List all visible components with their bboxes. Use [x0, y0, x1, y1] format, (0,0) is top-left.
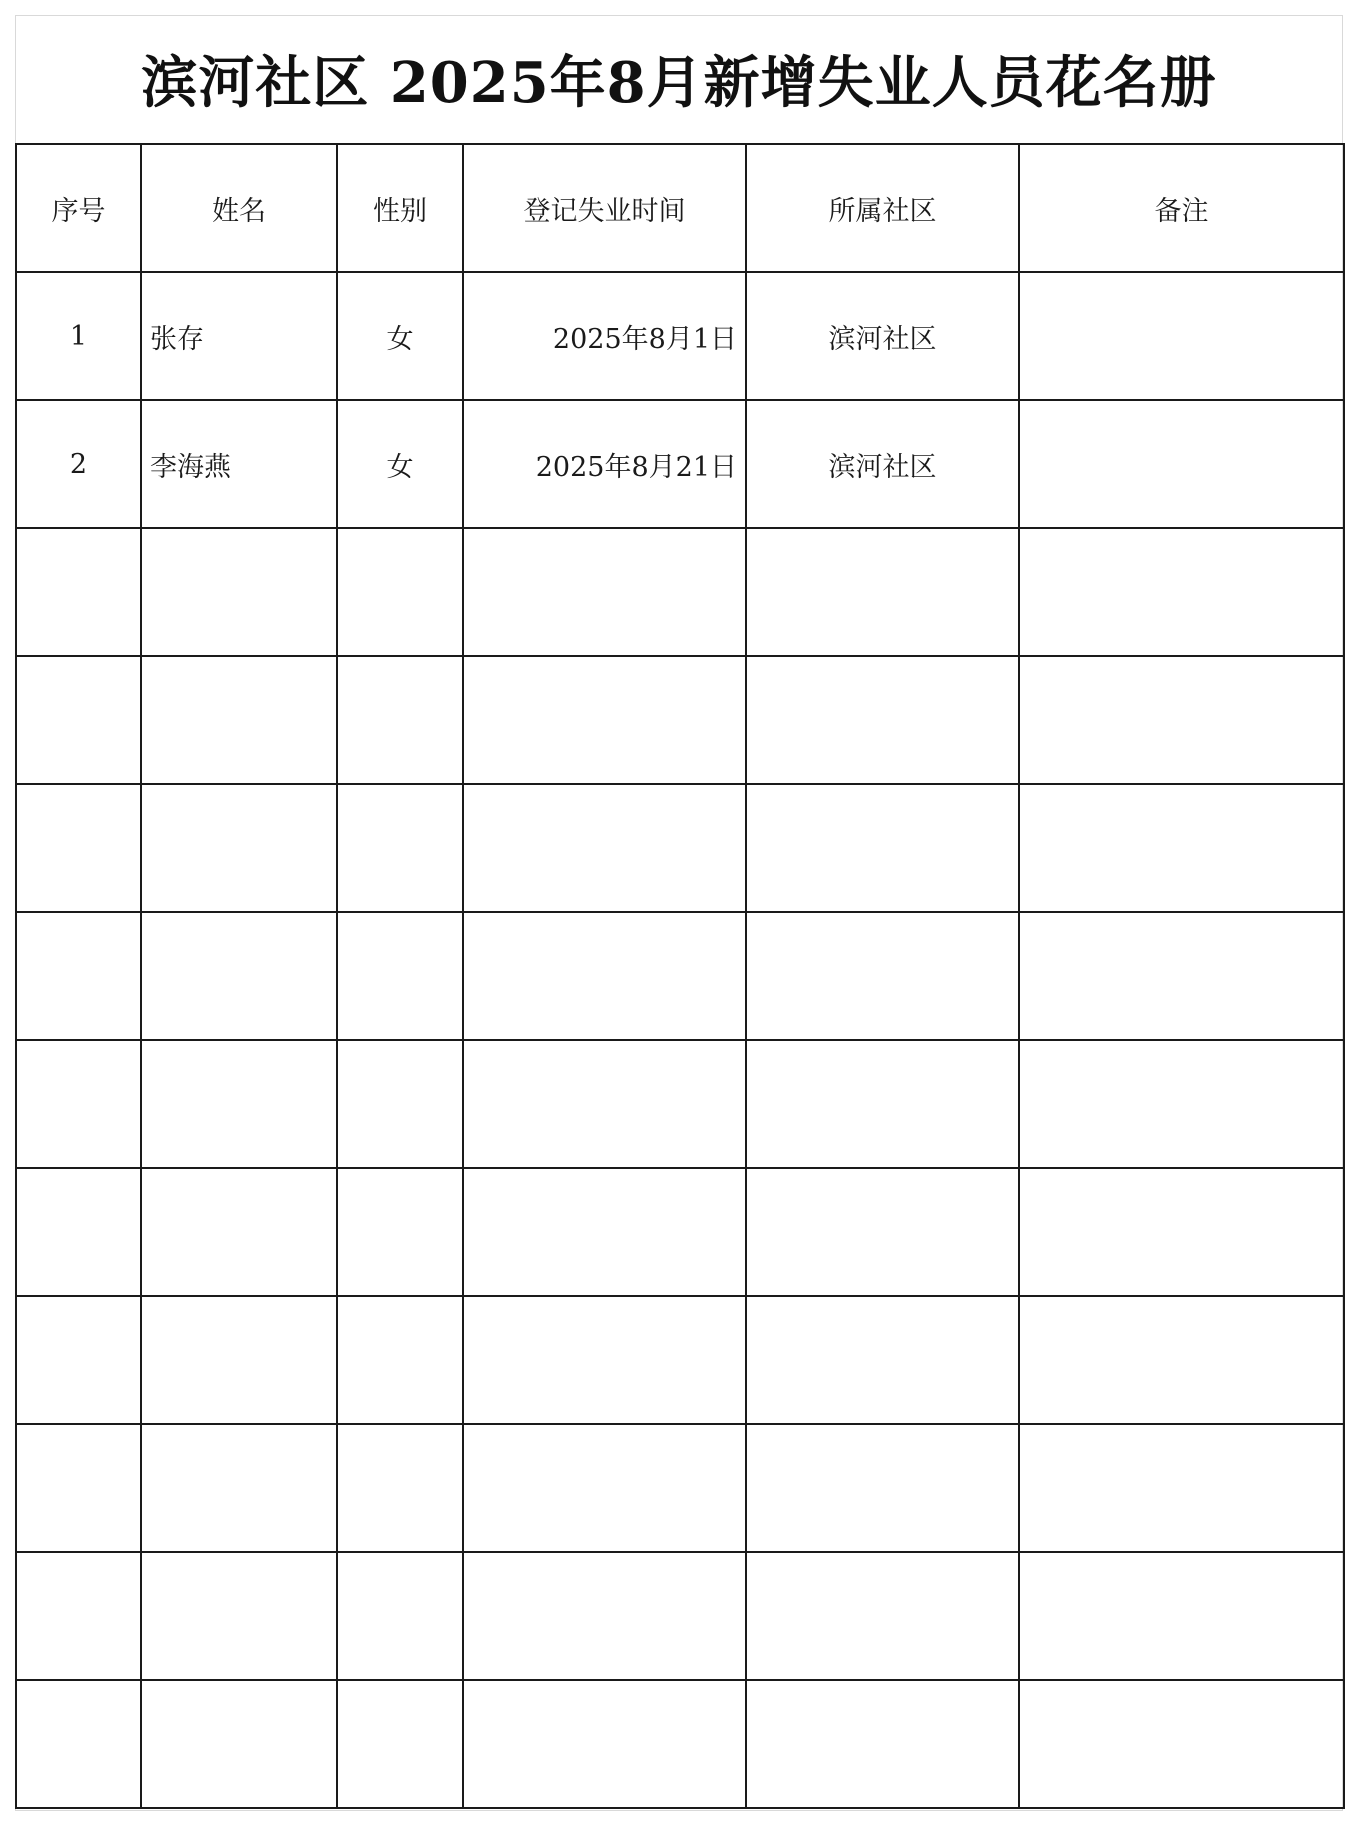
cell-community — [746, 1168, 1019, 1296]
cell-name — [141, 1680, 337, 1808]
cell-gender — [337, 1296, 463, 1424]
header-remark: 备注 — [1019, 144, 1344, 272]
cell-gender — [337, 1424, 463, 1552]
cell-index — [16, 1296, 141, 1424]
table-row — [16, 528, 1344, 656]
header-index: 序号 — [16, 144, 141, 272]
cell-index — [16, 656, 141, 784]
cell-community — [746, 784, 1019, 912]
cell-name: 李海燕 — [141, 400, 337, 528]
table-row — [16, 912, 1344, 1040]
cell-remark — [1019, 1552, 1344, 1680]
cell-date — [463, 656, 746, 784]
cell-community: 滨河社区 — [746, 400, 1019, 528]
cell-name — [141, 1424, 337, 1552]
title-bar — [15, 15, 1343, 143]
cell-index — [16, 528, 141, 656]
roster-table — [15, 143, 1345, 1809]
cell-index: 1 — [16, 272, 141, 400]
cell-gender — [337, 656, 463, 784]
cell-remark — [1019, 1040, 1344, 1168]
cell-name — [141, 656, 337, 784]
table-row — [16, 1168, 1344, 1296]
table-row — [16, 400, 1344, 528]
cell-gender — [337, 1040, 463, 1168]
header-community: 所属社区 — [746, 144, 1019, 272]
cell-date: 2025年8月21日 — [463, 400, 746, 528]
cell-name — [141, 784, 337, 912]
cell-date — [463, 784, 746, 912]
cell-gender — [337, 912, 463, 1040]
cell-index — [16, 1424, 141, 1552]
table-row — [16, 784, 1344, 912]
cell-date — [463, 1168, 746, 1296]
cell-community — [746, 1424, 1019, 1552]
cell-remark — [1019, 656, 1344, 784]
table-row — [16, 1296, 1344, 1424]
table-row — [16, 656, 1344, 784]
cell-remark — [1019, 528, 1344, 656]
cell-name — [141, 1040, 337, 1168]
table-row — [16, 1424, 1344, 1552]
cell-index — [16, 784, 141, 912]
cell-date — [463, 1680, 746, 1808]
cell-gender — [337, 1168, 463, 1296]
cell-community — [746, 1296, 1019, 1424]
cell-date — [463, 1552, 746, 1680]
cell-name — [141, 1552, 337, 1680]
cell-date — [463, 912, 746, 1040]
cell-community — [746, 656, 1019, 784]
table-row — [16, 1680, 1344, 1808]
cell-remark — [1019, 272, 1344, 400]
cell-community — [746, 1680, 1019, 1808]
cell-index — [16, 912, 141, 1040]
cell-name — [141, 1168, 337, 1296]
cell-community — [746, 1552, 1019, 1680]
table-row — [16, 1040, 1344, 1168]
cell-remark — [1019, 400, 1344, 528]
header-gender: 性别 — [337, 144, 463, 272]
cell-date: 2025年8月1日 — [463, 272, 746, 400]
header-date: 登记失业时间 — [463, 144, 746, 272]
cell-name — [141, 912, 337, 1040]
cell-index — [16, 1168, 141, 1296]
cell-gender — [337, 528, 463, 656]
cell-date — [463, 1424, 746, 1552]
table-row — [16, 1552, 1344, 1680]
cell-name — [141, 1296, 337, 1424]
cell-community — [746, 912, 1019, 1040]
cell-remark — [1019, 1296, 1344, 1424]
cell-remark — [1019, 1424, 1344, 1552]
cell-index — [16, 1040, 141, 1168]
cell-date — [463, 528, 746, 656]
cell-gender — [337, 784, 463, 912]
cell-remark — [1019, 784, 1344, 912]
cell-gender: 女 — [337, 272, 463, 400]
cell-community — [746, 1040, 1019, 1168]
cell-remark — [1019, 912, 1344, 1040]
cell-index: 2 — [16, 400, 141, 528]
cell-community — [746, 528, 1019, 656]
cell-name — [141, 528, 337, 656]
page-title: 滨河社区 2025年8月新增失业人员花名册 — [141, 50, 1217, 116]
cell-name: 张存 — [141, 272, 337, 400]
cell-remark — [1019, 1680, 1344, 1808]
cell-index — [16, 1552, 141, 1680]
cell-index — [16, 1680, 141, 1808]
header-name: 姓名 — [141, 144, 337, 272]
cell-date — [463, 1296, 746, 1424]
cell-gender — [337, 1680, 463, 1808]
table-row — [16, 272, 1344, 400]
cell-community: 滨河社区 — [746, 272, 1019, 400]
cell-gender: 女 — [337, 400, 463, 528]
cell-remark — [1019, 1168, 1344, 1296]
header-row — [16, 144, 1344, 272]
cell-gender — [337, 1552, 463, 1680]
cell-date — [463, 1040, 746, 1168]
